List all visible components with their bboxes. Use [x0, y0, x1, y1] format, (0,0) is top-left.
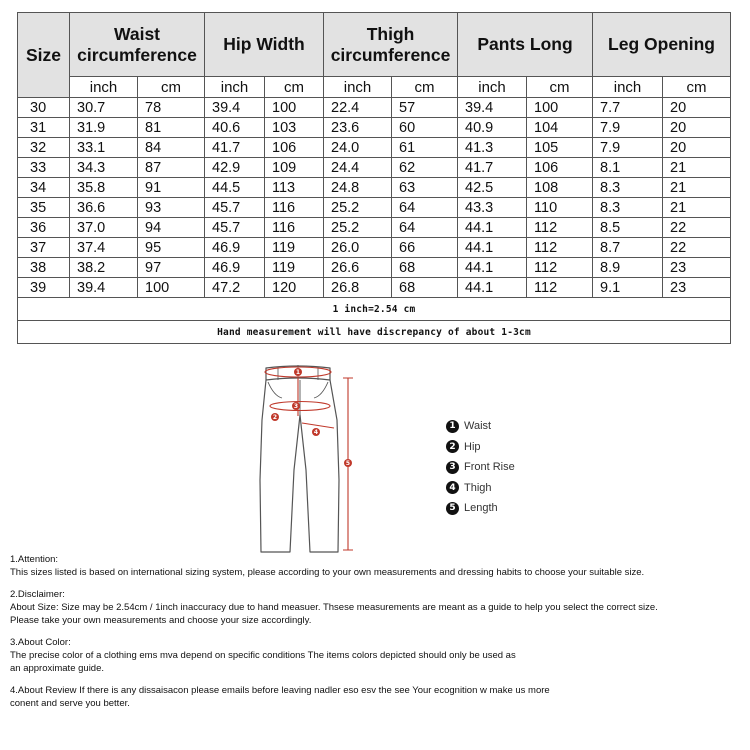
measurement-cell: 7.7: [593, 98, 663, 118]
legend-number: 4: [446, 481, 459, 494]
measurement-cell: 23: [663, 258, 731, 278]
legend-item: [446, 478, 515, 499]
measurement-cell: 21: [663, 158, 731, 178]
table-row: [18, 238, 731, 258]
measurement-cell: 110: [527, 198, 593, 218]
marker-label: 1: [295, 369, 301, 377]
measurement-cell: 68: [392, 278, 458, 298]
diagram-legend: [446, 416, 515, 519]
measurement-cell: 25.2: [324, 198, 392, 218]
measurement-cell: 8.5: [593, 218, 663, 238]
legend-number: 3: [446, 461, 459, 474]
measurement-cell: 109: [265, 158, 324, 178]
unit-inch: inch: [70, 77, 138, 98]
note-block: [10, 684, 745, 710]
measurement-cell: 112: [527, 278, 593, 298]
legend-item: [446, 437, 515, 458]
measurement-cell: 100: [265, 98, 324, 118]
measurement-cell: 30.7: [70, 98, 138, 118]
measurement-cell: 22: [663, 218, 731, 238]
measurement-cell: 24.0: [324, 138, 392, 158]
measurement-cell: 8.1: [593, 158, 663, 178]
note-block: [10, 636, 745, 675]
measurement-cell: 47.2: [205, 278, 265, 298]
measurement-cell: 68: [392, 258, 458, 278]
legend-number: 5: [446, 502, 459, 515]
measurement-cell: 20: [663, 118, 731, 138]
table-row: [18, 98, 731, 118]
measurement-cell: 112: [527, 218, 593, 238]
measurement-cell: 37.4: [70, 238, 138, 258]
table-row: [18, 258, 731, 278]
legend-label: Front Rise: [464, 461, 515, 474]
measurement-note: Hand measurement will have discrepancy of about 1-3cm: [18, 321, 731, 344]
size-cell: 30: [18, 98, 70, 118]
measurement-cell: 40.9: [458, 118, 527, 138]
measurement-cell: 39.4: [458, 98, 527, 118]
marker-label: 2: [272, 414, 278, 422]
measurement-cell: 108: [527, 178, 593, 198]
measurement-cell: 105: [527, 138, 593, 158]
measurement-cell: 36.6: [70, 198, 138, 218]
measurement-cell: 64: [392, 218, 458, 238]
measurement-cell: 37.0: [70, 218, 138, 238]
table-row: [18, 178, 731, 198]
size-cell: 34: [18, 178, 70, 198]
thigh-measure-line: [302, 423, 334, 428]
table-row: [18, 118, 731, 138]
measurement-cell: 113: [265, 178, 324, 198]
note-line: This sizes listed is based on international sizing system, please according to your own measurements and dressing habits to choose your suitable size.: [10, 567, 645, 578]
measurement-cell: 38.2: [70, 258, 138, 278]
measurement-cell: 84: [138, 138, 205, 158]
measurement-cell: 97: [138, 258, 205, 278]
measurement-cell: 81: [138, 118, 205, 138]
unit-cm: cm: [663, 77, 731, 98]
measurement-cell: 22.4: [324, 98, 392, 118]
measurement-cell: 45.7: [205, 218, 265, 238]
legend-label: Length: [464, 502, 498, 515]
conversion-note-row: [18, 298, 731, 321]
size-cell: 31: [18, 118, 70, 138]
measurement-cell: 46.9: [205, 238, 265, 258]
measurement-cell: 24.8: [324, 178, 392, 198]
table-row: [18, 158, 731, 178]
measurement-cell: 93: [138, 198, 205, 218]
size-cell: 35: [18, 198, 70, 218]
unit-inch: inch: [593, 77, 663, 98]
measurement-cell: 45.7: [205, 198, 265, 218]
thigh-header: Thigh circumference: [324, 13, 458, 77]
measurement-cell: 63: [392, 178, 458, 198]
legend-number: 1: [446, 420, 459, 433]
measurement-cell: 44.5: [205, 178, 265, 198]
measurement-cell: 44.1: [458, 238, 527, 258]
legend-label: Thigh: [464, 481, 492, 494]
legend-label: Hip: [464, 440, 481, 453]
measurement-cell: 87: [138, 158, 205, 178]
measurement-cell: 39.4: [70, 278, 138, 298]
unit-inch: inch: [324, 77, 392, 98]
measurement-cell: 43.3: [458, 198, 527, 218]
measurement-cell: 39.4: [205, 98, 265, 118]
leg-opening-header: Leg Opening: [593, 13, 731, 77]
measurement-cell: 112: [527, 258, 593, 278]
measurement-cell: 21: [663, 178, 731, 198]
unit-cm: cm: [527, 77, 593, 98]
table-row: [18, 278, 731, 298]
table-row: [18, 198, 731, 218]
legend-item: [446, 416, 515, 437]
note-block: [10, 588, 745, 627]
size-cell: 39: [18, 278, 70, 298]
measurement-cell: 7.9: [593, 118, 663, 138]
size-cell: 36: [18, 218, 70, 238]
unit-cm: cm: [138, 77, 205, 98]
measurement-cell: 41.7: [205, 138, 265, 158]
measurement-cell: 35.8: [70, 178, 138, 198]
measurement-cell: 23: [663, 278, 731, 298]
pants-measurement-diagram: [238, 360, 368, 560]
unit-inch: inch: [458, 77, 527, 98]
measurement-cell: 62: [392, 158, 458, 178]
measurement-cell: 26.0: [324, 238, 392, 258]
left-pocket: [268, 382, 282, 398]
note-line: About Size: Size may be 2.54cm / 1inch inaccuracy due to hand measuer. Thsese measurements are meant as a guide to help you select the correct size.: [10, 602, 658, 613]
measurement-cell: 21: [663, 198, 731, 218]
measurement-cell: 100: [138, 278, 205, 298]
measurement-cell: 26.6: [324, 258, 392, 278]
size-notes: [10, 553, 745, 719]
measurement-cell: 103: [265, 118, 324, 138]
measurement-cell: 8.3: [593, 178, 663, 198]
measurement-cell: 57: [392, 98, 458, 118]
measurement-cell: 44.1: [458, 218, 527, 238]
measurement-note-row: [18, 321, 731, 344]
measurement-cell: 78: [138, 98, 205, 118]
measurement-cell: 24.4: [324, 158, 392, 178]
header-row: [18, 13, 731, 77]
measurement-cell: 66: [392, 238, 458, 258]
measurement-cell: 116: [265, 218, 324, 238]
measurement-cell: 95: [138, 238, 205, 258]
note-title: 3.About Color:: [10, 637, 71, 648]
size-cell: 33: [18, 158, 70, 178]
legend-number: 2: [446, 440, 459, 453]
measurement-cell: 106: [527, 158, 593, 178]
size-cell: 32: [18, 138, 70, 158]
measurement-cell: 61: [392, 138, 458, 158]
legend-item: [446, 498, 515, 519]
unit-cm: cm: [265, 77, 324, 98]
measurement-cell: 9.1: [593, 278, 663, 298]
table-row: [18, 138, 731, 158]
right-pocket: [314, 382, 328, 398]
measurement-cell: 119: [265, 258, 324, 278]
conversion-note: 1 inch=2.54 cm: [18, 298, 731, 321]
unit-cm: cm: [392, 77, 458, 98]
measurement-cell: 8.3: [593, 198, 663, 218]
legend-label: Waist: [464, 420, 492, 433]
measurement-cell: 120: [265, 278, 324, 298]
measurement-cell: 25.2: [324, 218, 392, 238]
measurement-cell: 42.9: [205, 158, 265, 178]
measurement-cell: 34.3: [70, 158, 138, 178]
measurement-cell: 44.1: [458, 278, 527, 298]
table-row: [18, 218, 731, 238]
waist-header: Waist circumference: [70, 13, 205, 77]
measurement-cell: 31.9: [70, 118, 138, 138]
measurement-cell: 104: [527, 118, 593, 138]
measurement-cell: 20: [663, 138, 731, 158]
note-line: an approximate guide.: [10, 663, 105, 674]
measurement-cell: 64: [392, 198, 458, 218]
measurement-cell: 46.9: [205, 258, 265, 278]
note-line: conent and serve you better.: [10, 698, 130, 709]
measurement-cell: 116: [265, 198, 324, 218]
size-cell: 37: [18, 238, 70, 258]
note-line: The precise color of a clothing ems mva depend on specific conditions The items colors depicted should only be used as: [10, 650, 516, 661]
measurement-cell: 7.9: [593, 138, 663, 158]
measurement-cell: 41.3: [458, 138, 527, 158]
measurement-cell: 91: [138, 178, 205, 198]
measurement-cell: 42.5: [458, 178, 527, 198]
measurement-cell: 22: [663, 238, 731, 258]
measurement-cell: 119: [265, 238, 324, 258]
measurement-cell: 94: [138, 218, 205, 238]
measurement-cell: 106: [265, 138, 324, 158]
pants-long-header: Pants Long: [458, 13, 593, 77]
note-line: Please take your own measurements and choose your size accordingly.: [10, 615, 312, 626]
measurement-cell: 112: [527, 238, 593, 258]
measurement-cell: 8.7: [593, 238, 663, 258]
note-block: [10, 553, 745, 579]
measurement-cell: 40.6: [205, 118, 265, 138]
marker-label: 4: [313, 429, 319, 437]
measurement-cell: 33.1: [70, 138, 138, 158]
unit-inch: inch: [205, 77, 265, 98]
marker-label: 5: [345, 460, 351, 468]
size-chart-table: [17, 12, 731, 344]
hip-width-header: Hip Width: [205, 13, 324, 77]
note-title: 1.Attention:: [10, 554, 59, 565]
unit-row: [18, 77, 731, 98]
measurement-cell: 26.8: [324, 278, 392, 298]
note-title: 2.Disclaimer:: [10, 589, 65, 600]
size-header: Size: [18, 13, 70, 98]
legend-item: [446, 457, 515, 478]
measurement-cell: 23.6: [324, 118, 392, 138]
marker-label: 3: [293, 403, 299, 411]
measurement-cell: 20: [663, 98, 731, 118]
measurement-cell: 8.9: [593, 258, 663, 278]
measurement-cell: 100: [527, 98, 593, 118]
measurement-cell: 41.7: [458, 158, 527, 178]
measurement-cell: 60: [392, 118, 458, 138]
note-line: 4.About Review If there is any dissaisacon please emails before leaving nadler eso esv the see Your ecognition w make us more: [10, 685, 550, 696]
measurement-cell: 44.1: [458, 258, 527, 278]
size-cell: 38: [18, 258, 70, 278]
